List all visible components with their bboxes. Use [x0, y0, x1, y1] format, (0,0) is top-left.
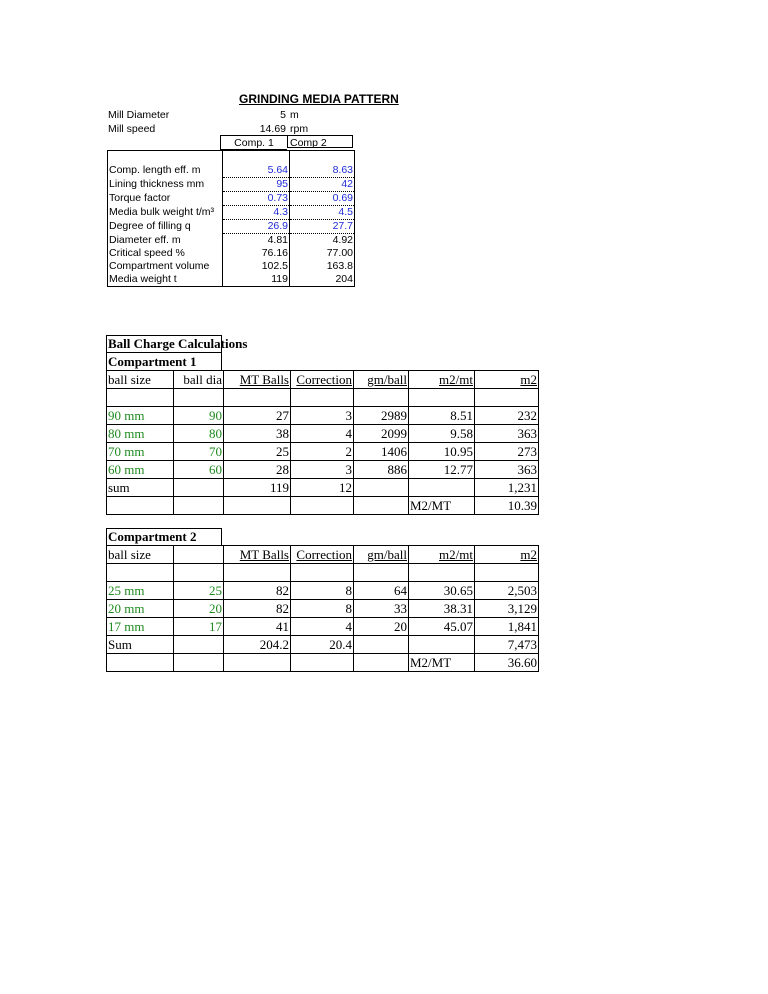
param-label: Media bulk weight t/m³ — [108, 206, 223, 220]
table-row — [107, 582, 539, 600]
m2-cell: 3,129 — [475, 600, 539, 618]
m2mt-row — [107, 497, 539, 515]
header-m2-mt: m2/mt — [409, 371, 475, 389]
sum-correction: 12 — [291, 479, 354, 497]
ball-size-cell[interactable]: 80 mm — [107, 425, 174, 443]
correction-cell: 8 — [291, 600, 354, 618]
param-label: Diameter eff. m — [108, 234, 223, 248]
header-gm-ball: gm/ball — [354, 371, 409, 389]
ball-dia-cell[interactable]: 90 — [174, 407, 224, 425]
sum-label: sum — [107, 479, 174, 497]
param-label: Media weight t — [108, 273, 223, 287]
mt-balls-cell: 28 — [224, 461, 291, 479]
correction-cell: 4 — [291, 425, 354, 443]
mt-balls-cell: 82 — [224, 600, 291, 618]
mill-speed-unit: rpm — [290, 123, 309, 135]
m2mt-row — [107, 654, 539, 672]
page-title: GRINDING MEDIA PATTERN — [239, 92, 399, 106]
m2mt-label: M2/MT — [409, 654, 475, 672]
ball-charge-title: Ball Charge Calculations — [108, 336, 248, 351]
ball-size-cell[interactable]: 17 mm — [107, 618, 174, 636]
param-label: Degree of filling q — [108, 220, 223, 234]
title-divider — [106, 352, 221, 353]
ball-size-cell[interactable]: 60 mm — [107, 461, 174, 479]
m2mt-value: 36.60 — [475, 654, 539, 672]
m2-mt-cell: 9.58 — [409, 425, 475, 443]
header-ball-size: ball size — [107, 371, 174, 389]
comp2-header — [287, 135, 353, 148]
ball-dia-cell[interactable]: 20 — [174, 600, 224, 618]
mt-balls-cell: 41 — [224, 618, 291, 636]
m2-mt-cell: 8.51 — [409, 407, 475, 425]
ball-size-cell[interactable]: 90 mm — [107, 407, 174, 425]
comp2-header-label: Comp 2 — [290, 137, 327, 149]
table-row — [107, 425, 539, 443]
param-comp1-value: 102.5 — [223, 260, 290, 273]
gm-ball-cell: 1406 — [354, 443, 409, 461]
table-row — [107, 407, 539, 425]
table-spacer-row — [107, 564, 539, 582]
ball-size-cell[interactable]: 20 mm — [107, 600, 174, 618]
compartment1-title: Compartment 1 — [108, 354, 197, 369]
param-comp1-value: 119 — [223, 273, 290, 287]
param-comp2-value: 4.92 — [332, 234, 353, 246]
param-comp2-value: 204 — [335, 273, 353, 285]
table-spacer-row — [107, 389, 539, 407]
gm-ball-cell: 2989 — [354, 407, 409, 425]
param-row — [108, 220, 355, 234]
compartment2-table — [106, 545, 539, 672]
header-mt-balls: MT Balls — [224, 371, 291, 389]
ball-dia-cell[interactable]: 80 — [174, 425, 224, 443]
m2-cell: 363 — [475, 425, 539, 443]
param-comp1-value[interactable]: 95 — [223, 178, 290, 192]
mill-diameter-unit: m — [290, 109, 299, 121]
gm-ball-cell: 2099 — [354, 425, 409, 443]
table-row — [107, 461, 539, 479]
mt-balls-cell: 27 — [224, 407, 291, 425]
header-m2-mt: m2/mt — [409, 546, 475, 564]
param-label: Comp. length eff. m — [108, 164, 223, 178]
ball-dia-cell[interactable]: 60 — [174, 461, 224, 479]
m2-mt-cell: 38.31 — [409, 600, 475, 618]
param-row — [108, 247, 355, 260]
sum-mt-balls: 204.2 — [224, 636, 291, 654]
m2-cell: 2,503 — [475, 582, 539, 600]
param-row — [108, 164, 355, 178]
param-row — [108, 273, 355, 287]
param-comp2-value[interactable]: 27.7 — [290, 220, 355, 234]
sum-label: Sum — [107, 636, 174, 654]
m2-mt-cell: 10.95 — [409, 443, 475, 461]
param-comp1-value[interactable]: 26.9 — [223, 220, 290, 234]
mt-balls-cell: 82 — [224, 582, 291, 600]
param-row — [108, 206, 355, 220]
param-label: Critical speed % — [108, 247, 223, 260]
table-row — [107, 443, 539, 461]
param-label: Torque factor — [108, 192, 223, 206]
correction-cell: 4 — [291, 618, 354, 636]
param-spacer-row — [108, 151, 355, 165]
sum-row — [107, 479, 539, 497]
mill-speed-value: 14.69 — [259, 123, 286, 135]
ball-dia-cell[interactable]: 25 — [174, 582, 224, 600]
param-row — [108, 192, 355, 206]
param-comp1-value[interactable]: 4.3 — [223, 206, 290, 220]
m2mt-label: M2/MT — [409, 497, 475, 515]
sum-mt-balls: 119 — [224, 479, 291, 497]
param-comp2-value: 163.8 — [326, 260, 353, 272]
m2-cell: 232 — [475, 407, 539, 425]
mill-diameter-value: 5 — [280, 109, 286, 121]
m2mt-value: 10.39 — [475, 497, 539, 515]
header-mt-balls: MT Balls — [224, 546, 291, 564]
param-comp1-value: 76.16 — [223, 247, 290, 260]
m2-cell: 273 — [475, 443, 539, 461]
param-comp1-value: 4.81 — [223, 234, 290, 248]
param-label: Lining thickness mm — [108, 178, 223, 192]
table-row — [107, 618, 539, 636]
ball-size-cell[interactable]: 25 mm — [107, 582, 174, 600]
m2-cell: 1,841 — [475, 618, 539, 636]
header-ball-size: ball size — [107, 546, 174, 564]
ball-dia-cell[interactable]: 17 — [174, 618, 224, 636]
header-ball-dia — [174, 546, 224, 564]
comp1-header — [220, 135, 287, 150]
correction-cell: 8 — [291, 582, 354, 600]
table-row — [107, 600, 539, 618]
table-header-row — [107, 371, 539, 389]
param-comp2-value[interactable]: 4.5 — [290, 206, 355, 220]
header-ball-dia: ball dia — [174, 371, 224, 389]
comp1-header-label: Comp. 1 — [234, 137, 274, 149]
mill-diameter-label: Mill Diameter — [108, 109, 170, 121]
param-row — [108, 178, 355, 192]
ball-size-cell[interactable]: 70 mm — [107, 443, 174, 461]
sum-m2: 1,231 — [475, 479, 539, 497]
sum-correction: 20.4 — [291, 636, 354, 654]
sum-m2: 7,473 — [475, 636, 539, 654]
param-comp1-value[interactable]: 5.64 — [223, 164, 290, 178]
param-label: Compartment volume — [108, 260, 223, 273]
correction-cell: 2 — [291, 443, 354, 461]
gm-ball-cell: 20 — [354, 618, 409, 636]
m2-mt-cell: 30.65 — [409, 582, 475, 600]
gm-ball-cell: 886 — [354, 461, 409, 479]
sum-row — [107, 636, 539, 654]
header-correction: Correction — [291, 546, 354, 564]
correction-cell: 3 — [291, 461, 354, 479]
compartment2-title: Compartment 2 — [108, 529, 197, 544]
gm-ball-cell: 33 — [354, 600, 409, 618]
gm-ball-cell: 64 — [354, 582, 409, 600]
ball-dia-cell[interactable]: 70 — [174, 443, 224, 461]
mt-balls-cell: 25 — [224, 443, 291, 461]
param-row — [108, 234, 355, 248]
m2-mt-cell: 12.77 — [409, 461, 475, 479]
param-comp2-value[interactable]: 42 — [290, 178, 355, 192]
mt-balls-cell: 38 — [224, 425, 291, 443]
param-comp2-value[interactable]: 8.63 — [290, 164, 355, 178]
correction-cell: 3 — [291, 407, 354, 425]
m2-cell: 363 — [475, 461, 539, 479]
param-row — [108, 260, 355, 273]
header-m2: m2 — [475, 371, 539, 389]
param-comp1-value[interactable]: 0.73 — [223, 192, 290, 206]
header-correction: Correction — [291, 371, 354, 389]
table-header-row — [107, 546, 539, 564]
param-comp2-value[interactable]: 0.69 — [290, 192, 355, 206]
header-m2: m2 — [475, 546, 539, 564]
compartment1-table — [106, 370, 539, 515]
parameter-table — [107, 150, 355, 287]
m2-mt-cell: 45.07 — [409, 618, 475, 636]
header-gm-ball: gm/ball — [354, 546, 409, 564]
mill-speed-label: Mill speed — [108, 123, 156, 135]
param-comp2-value: 77.00 — [326, 247, 353, 259]
